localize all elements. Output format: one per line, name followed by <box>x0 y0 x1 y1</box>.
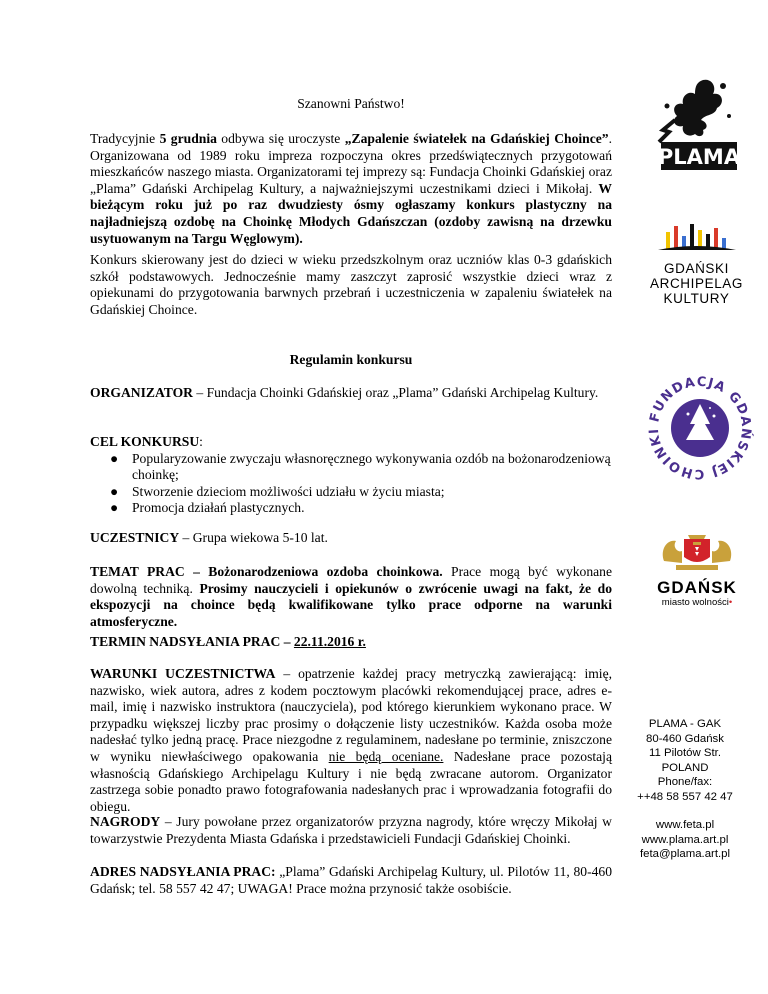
cel-section <box>90 434 612 517</box>
uczestnicy-label: UCZESTNICY <box>90 530 180 545</box>
gdansk-logo <box>642 531 752 607</box>
links-block <box>615 818 755 862</box>
temat-section <box>90 564 612 630</box>
gak-islands-icon <box>644 222 749 252</box>
plama-logo-text: PLAMA <box>657 145 741 169</box>
contact-line: 80-460 Gdańsk <box>646 732 724 745</box>
bullet-icon: ● <box>110 450 119 466</box>
contact-line: PLAMA - GAK <box>648 718 722 730</box>
gdansk-logo-text: GDAŃSK <box>657 578 737 597</box>
list-item <box>110 483 612 501</box>
cel-list <box>90 451 612 517</box>
warunki-underline: nie będą oceniane. <box>328 748 444 764</box>
list-item <box>110 500 612 517</box>
gak-line-2: ARCHIPELAG <box>649 276 744 291</box>
nagrody-section <box>90 814 612 847</box>
adres-text: „Plama” Gdański Archipelag Kultury, ul. Pilotów 11, 80-460 Gdańsk; tel. 58 557 42 47; UWAGA! Prace można przynosić także osobiście. <box>90 864 612 896</box>
nagrody-text: – Jury powołane przez organizatorów przyzna nagrody, które wręczy Mikołaj w towarzystwie Prezydenta Miasta Gdańska i przedstawicieli Fundacji Gdańskiej Choinki. <box>90 814 612 846</box>
intro-date: 5 grudnia <box>159 131 217 146</box>
adres-label: ADRES NADSYŁANIA PRAC: <box>90 864 276 879</box>
intro-paragraph <box>90 131 612 247</box>
contact-line: ++48 58 557 42 47 <box>637 790 733 803</box>
temat-text: Prace mogą być wykonane dowolną techniką. <box>90 564 612 596</box>
gak-logo-text <box>644 261 749 306</box>
link-feta[interactable]: www.feta.pl <box>655 819 715 831</box>
konkurs-paragraph: Konkurs skierowany jest do dzieci w wieku przedszkolnym oraz uczniów klas 0-3 gdańskich szkół podstawowych. Jednocześnie mamy zaszczyt zaprosić wszystkie dzieci wraz z opiekunami do przygotowania barwnych przebrań i uczestniczenia w zapaleniu światełek na Gdańskiej Choince. <box>90 252 612 317</box>
termin-section <box>90 634 612 651</box>
plama-splash-icon <box>645 76 745 176</box>
gak-logo <box>644 222 749 304</box>
cel-item-text: Promocja działań plastycznych. <box>132 500 305 516</box>
gak-line-3: KULTURY <box>663 291 730 306</box>
cel-colon: : <box>199 434 203 449</box>
fundacja-arc-text: FUNDACJA GDAŃSKIEJ CHOINKI <box>646 374 754 482</box>
organizator-text: – Fundacja Choinki Gdańskiej oraz „Plama” Gdański Archipelag Kultury. <box>192 385 599 400</box>
list-item <box>110 450 612 484</box>
termin-label: TERMIN NADSYŁANIA PRAC – <box>90 634 294 649</box>
gdansk-coat-of-arms-icon <box>642 531 752 573</box>
fundacja-emblem-icon <box>640 368 760 488</box>
intro-text-2: odbywa się uroczyste <box>216 131 345 146</box>
contact-block <box>615 717 755 805</box>
bullet-icon: ● <box>110 500 119 516</box>
fundacja-logo <box>640 368 760 488</box>
intro-announcement: W bieżącym roku już po raz dwudziesty ósmy ogłaszamy konkurs plastyczny na najładniejszą ozdobę na Choinkę Młodych Gdańszczan (ozdoby zawisną na drzewku usytuowanym na Targu Węglowym). <box>90 180 612 246</box>
gak-line-1: GDAŃSKI <box>664 261 729 276</box>
temat-bold-note: Prosimy nauczycieli i opiekunów o zwrócenie uwagi na fakt, że do ekspozycji na choince będą kwalifikowane tylko prace odporne na warunki atmosferyczne. <box>90 580 613 629</box>
gdansk-slogan <box>642 597 752 609</box>
greeting: Szanowni Państwo! <box>297 96 405 111</box>
termin-date: 22.11.2016 r. <box>293 634 366 649</box>
cel-item-text: Popularyzowanie zwyczaju własnoręcznego wykonywania ozdób na bożonarodzeniową choinkę; <box>132 450 611 483</box>
link-email[interactable]: feta@plama.art.pl <box>639 848 731 861</box>
intro-text-3: . Organizowana od 1989 roku impreza rozpoczyna okres przedświątecznych przygotowań mieszkańców naszego miasta. Organizatorami tej imprezy są: Fundacja Choinki Gdańskiej oraz „Plama” Gdański Archipelag Kultury, a najważniejszymi uczestnikami dzieci i Mikołaj. <box>90 131 612 196</box>
cel-item-text: Stworzenie dzieciom możliwości udziału w życiu miasta; <box>132 483 445 499</box>
organizator-section <box>90 385 612 402</box>
red-dot-icon: • <box>728 597 733 608</box>
uczestnicy-section <box>90 530 612 547</box>
intro-event-name: „Zapalenie światełek na Gdańskiej Choince” <box>344 131 609 146</box>
uczestnicy-text: – Grupa wiekowa 5-10 lat. <box>179 530 328 545</box>
link-plama[interactable]: www.plama.art.pl <box>641 833 729 846</box>
warunki-text-2: Nadesłane prace pozostają własnością Gdańskiego Archipelagu Kultury i nie będą zwracane autorom. Organizator zastrzega sobie ponadto prawo fotografowania nadesłanych prac i wprowadzania fotografii do obiegu. <box>90 748 612 814</box>
regulamin-title-text: Regulamin konkursu <box>289 352 413 367</box>
contact-line: Phone/fax: <box>657 776 713 789</box>
regulamin-title <box>90 352 612 369</box>
warunki-section <box>90 666 612 815</box>
contact-line: POLAND <box>661 761 709 774</box>
gdansk-slogan-text: miasto wolności <box>661 597 729 608</box>
bullet-icon: ● <box>110 483 119 499</box>
warunki-label: WARUNKI UCZESTNICTWA <box>90 666 276 681</box>
plama-logo <box>645 76 745 176</box>
cel-label: CEL KONKURSU <box>90 434 200 449</box>
intro-text-1: Tradycyjnie <box>90 131 160 146</box>
contact-line: 11 Pilotów Str. <box>649 747 721 760</box>
organizator-label: ORGANIZATOR <box>90 385 193 400</box>
nagrody-label: NAGRODY <box>90 814 161 829</box>
temat-label: TEMAT PRAC – Bożonarodzeniowa ozdoba choinkowa. <box>90 564 443 579</box>
warunki-text-1: – opatrzenie każdej pracy metryczką zawierającą: imię, nazwisko, wiek autora, adres z kodem pocztowym placówki rekomendującej prace, adres e-mail, imię i nazwisko instruktora (nauczyciela), pod którego kierunkiem wykonano prace. W przypadku większej liczby prac prosimy o dołączenie listy uczestników. Każda osoba może nadesłać tylko jedną pracę. Prace niezgodne z regulaminem, nadesłane po terminie, zniszczone w wyniku niewłaściwego opakowania <box>90 666 612 764</box>
adres-section <box>90 864 612 897</box>
